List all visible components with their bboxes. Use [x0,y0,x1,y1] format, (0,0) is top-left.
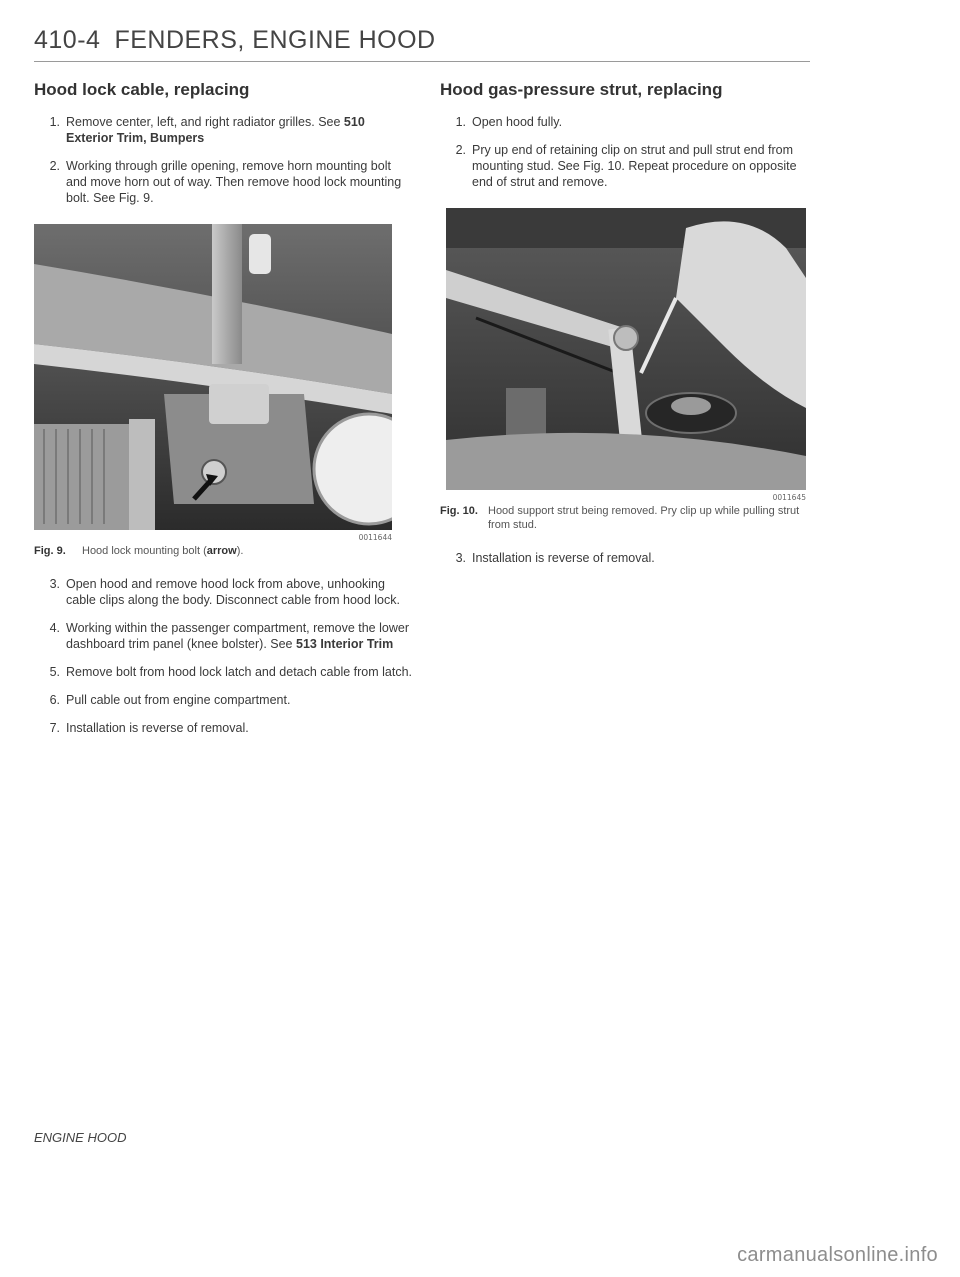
section-heading-hood-lock-cable: Hood lock cable, replacing [34,80,250,99]
list-item [440,114,812,130]
step-number: 7. [49,721,60,735]
page-footer: ENGINE HOOD [34,1130,127,1145]
step-number: 2. [455,143,466,157]
watermark: carmanualsonline.info [737,1244,938,1266]
figure-label: Fig. 10. [440,505,478,517]
list-item [34,620,414,652]
page-number: 410-4 [34,26,101,54]
page-header [34,26,810,62]
list-item [440,550,812,566]
step-number: 6. [49,693,60,707]
cross-reference-link[interactable]: 510 Exterior Trim, Bumpers [66,115,365,145]
figure-label: Fig. 9. [34,545,66,557]
hood-strut-photo [446,208,806,490]
list-item [34,114,414,146]
step-number: 4. [49,621,60,635]
step-text: Remove center, left, and right radiator grilles. See 510 Exterior Trim, Bumpers [66,115,365,145]
step-number: 1. [49,115,60,129]
figure-code: 0011644 [358,533,392,542]
list-item [34,576,414,608]
chapter-title: FENDERS, ENGINE HOOD [114,26,436,54]
left-column [34,80,414,748]
step-text: Open hood fully. [472,115,563,129]
step-text: Pry up end of retaining clip on strut and pull strut end from mounting stud. See Fig. 10. Repeat procedure on opposite end of strut and remove. [472,143,797,189]
step-number: 1. [455,115,466,129]
section-heading-hood-strut: Hood gas-pressure strut, replacing [440,80,723,99]
step-text: Open hood and remove hood lock from above, unhooking cable clips along the body. Disconnect cable from hood lock. [66,577,400,607]
step-number: 3. [455,551,466,565]
figure-9 [34,224,414,542]
step-text: Working within the passenger compartment, remove the lower dashboard trim panel (knee bolster). See 513 Interior Trim [66,621,409,651]
step-text: Remove bolt from hood lock latch and detach cable from latch. [66,665,413,679]
step-number: 5. [49,665,60,679]
step-number: 2. [49,159,60,173]
cross-reference-link[interactable]: 513 Interior Trim [296,637,394,651]
list-item [34,692,414,708]
right-column [440,80,812,578]
step-text: Installation is reverse of removal. [472,551,655,565]
figure-10 [446,208,812,502]
list-item [440,142,812,190]
list-item [34,158,414,206]
figure-caption: Fig. 9. Hood lock mounting bolt (arrow). [34,545,244,557]
list-item [34,664,414,680]
step-number: 3. [49,577,60,591]
step-text: Working through grille opening, remove horn mounting bolt and move horn out of way. Then remove hood lock mounting bolt. See Fig. 9. [66,159,402,205]
figure-caption: Fig. 10. Hood support strut being removed. Pry clip up while pulling strut from stud. [440,505,800,531]
hood-lock-photo [34,224,392,530]
step-text: Installation is reverse of removal. [66,721,249,735]
list-item [34,720,414,736]
figure-code: 0011645 [772,493,806,502]
step-text: Pull cable out from engine compartment. [66,693,291,707]
